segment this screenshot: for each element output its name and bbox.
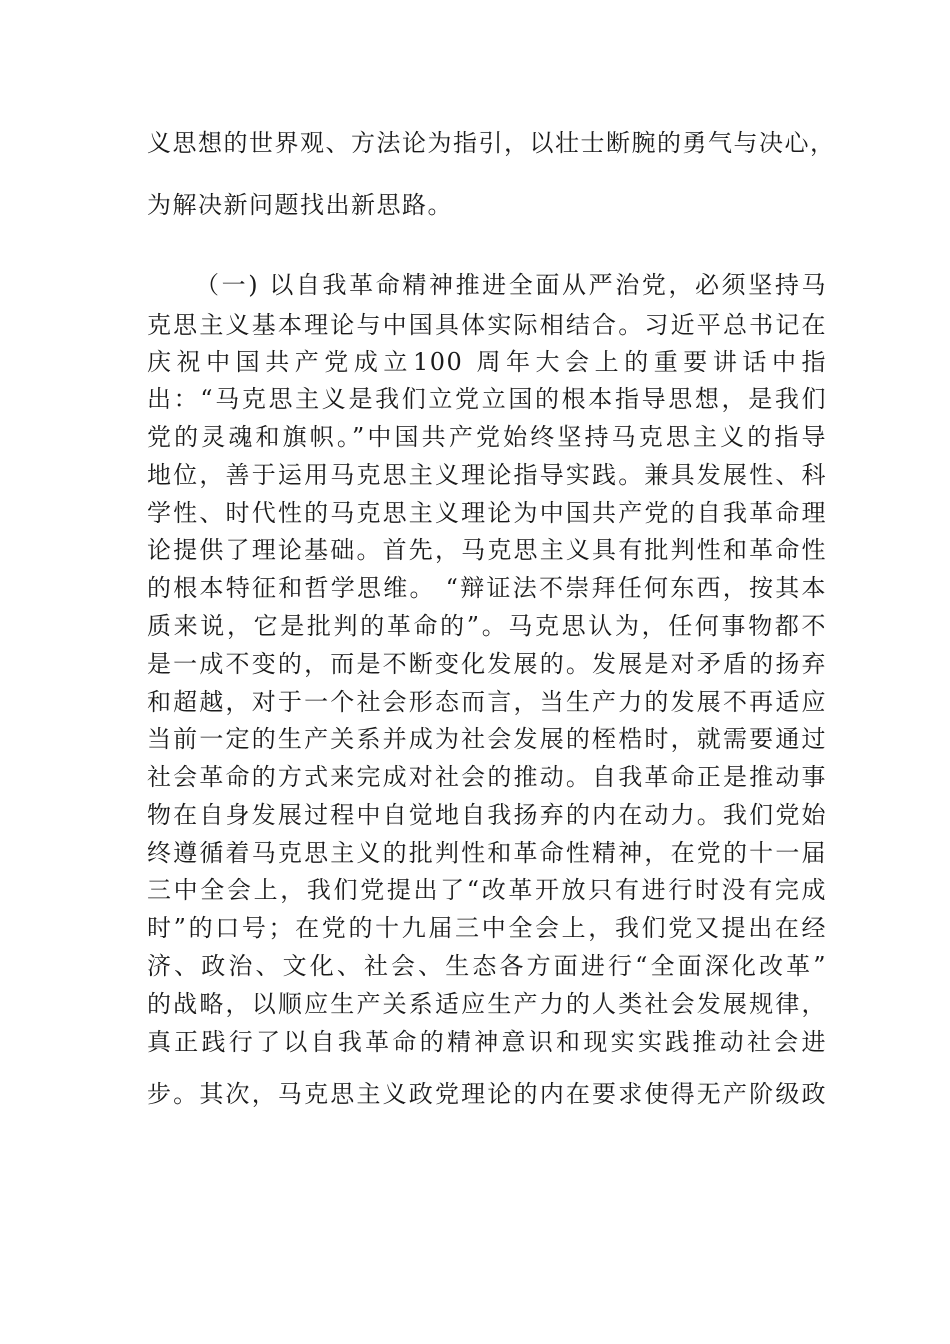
intro-line-1: 义思想的世界观、方法论为指引，以壮士断腕的勇气与决心， xyxy=(147,129,836,157)
paragraph-line: 的战略，以顺应生产关系适应生产力的人类社会发展规律， xyxy=(147,990,827,1018)
paragraph-line: 和超越，对于一个社会形态而言，当生产力的发展不再适应 xyxy=(147,688,827,716)
paragraph-line: 论提供了理论基础。首先，马克思主义具有批判性和革命性 xyxy=(147,536,827,564)
paragraph-line: （一) 以自我革命精神推进全面从严治党，必须坚持马 xyxy=(195,271,827,299)
intro-line-2: 为解决新问题找出新思路。 xyxy=(147,191,453,219)
paragraph-line: 质来说，它是批判的革命的”。马克思认为，任何事物都不 xyxy=(147,612,827,640)
paragraph-line: 时”的口号；在党的十九届三中全会上，我们党又提出在经 xyxy=(147,914,827,942)
paragraph-line: 克思主义基本理论与中国具体实际相结合。习近平总书记在 xyxy=(147,311,827,339)
paragraph-line: 党的灵魂和旗帜。”中国共产党始终坚持马克思主义的指导 xyxy=(147,423,827,451)
paragraph-line: 济、政治、文化、社会、生态各方面进行“全面深化改革” xyxy=(147,952,827,980)
paragraph-line: 真正践行了以自我革命的精神意识和现实实践推动社会进 xyxy=(147,1028,827,1056)
paragraph-line: 的根本特征和哲学思维。 “辩证法不崇拜任何东西，按其本 xyxy=(147,574,827,602)
paragraph-line: 学性、时代性的马克思主义理论为中国共产党的自我革命理 xyxy=(147,499,827,527)
paragraph-line: 物在自身发展过程中自觉地自我扬弃的内在动力。我们党始 xyxy=(147,801,827,829)
paragraph-line: 地位，善于运用马克思主义理论指导实践。兼具发展性、科 xyxy=(147,461,827,489)
paragraph-line: 是一成不变的，而是不断变化发展的。发展是对矛盾的扬弃 xyxy=(147,650,827,678)
paragraph-line: 终遵循着马克思主义的批判性和革命性精神，在党的十一届 xyxy=(147,839,827,867)
paragraph-line: 三中全会上，我们党提出了“改革开放只有进行时没有完成 xyxy=(147,876,827,904)
paragraph-line: 社会革命的方式来完成对社会的推动。自我革命正是推动事 xyxy=(147,763,827,791)
paragraph-line: 当前一定的生产关系并成为社会发展的桎梏时，就需要通过 xyxy=(147,725,827,753)
paragraph-line: 出：“马克思主义是我们立党立国的根本指导思想，是我们 xyxy=(147,385,827,413)
paragraph-line: 庆祝中国共产党成立100 周年大会上的重要讲话中指 xyxy=(147,348,827,376)
paragraph-line: 步。其次，马克思主义政党理论的内在要求使得无产阶级政 xyxy=(147,1080,827,1108)
